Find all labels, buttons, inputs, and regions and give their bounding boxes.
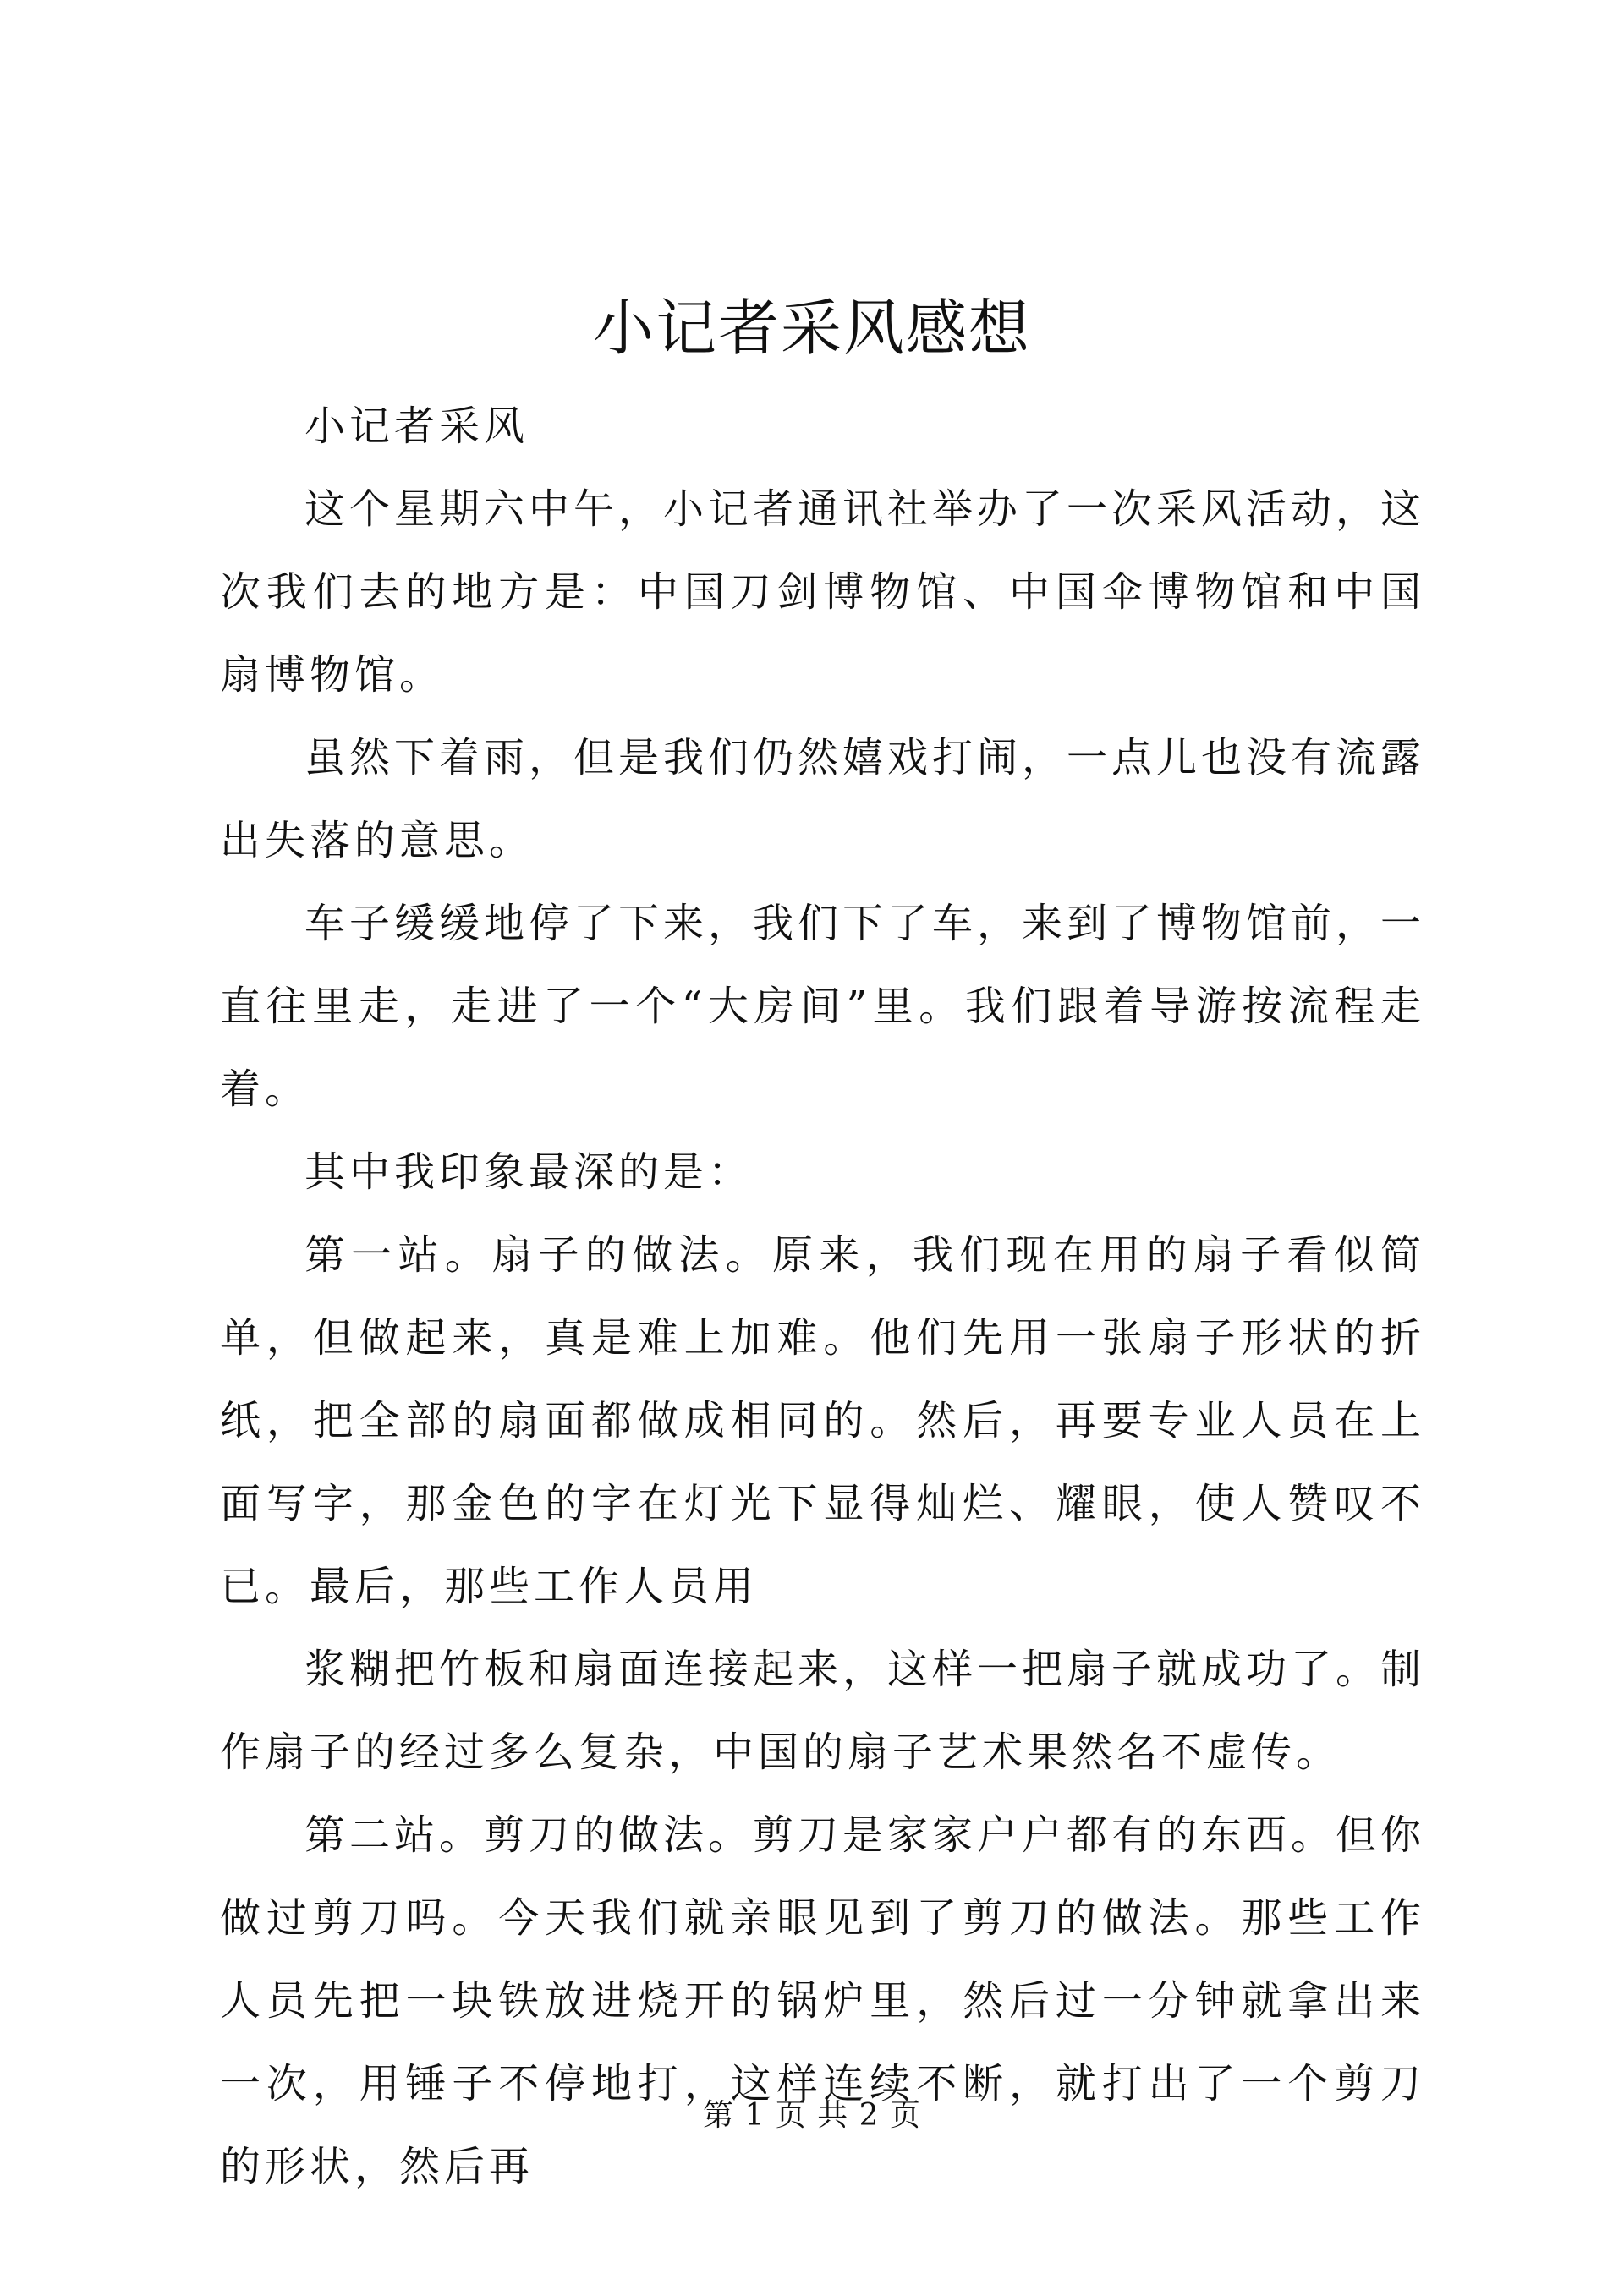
paragraph: 车子缓缓地停了下来，我们下了车，来到了博物馆前，一直往里走，走进了一个“大房间”里。我们跟着导游按流程走着。 xyxy=(220,900,1426,1113)
document-body xyxy=(220,385,1425,2208)
paragraph: 第二站。剪刀的做法。剪刀是家家户户都有的东西。但你做过剪刀吗。今天我们就亲眼见到了剪刀的做法。那些工作人员先把一块铁放进烧开的锅炉里，然后过一分钟就拿出来一次，用锤子不停地打，这样连续不断，就打出了一个剪刀的形状，然后再 xyxy=(220,1811,1426,2190)
document-title: 小记者采风感想 xyxy=(592,293,1031,364)
paragraph: 虽然下着雨，但是我们仍然嬉戏打闹，一点儿也没有流露出失落的意思。 xyxy=(220,734,1426,864)
paragraph: 浆糊把竹板和扇面连接起来，这样一把扇子就成功了。制作扇子的经过多么复杂，中国的扇子艺术果然名不虚传。 xyxy=(220,1646,1426,1776)
paragraph: 其中我印象最深的是： xyxy=(304,1148,754,1196)
paragraph: 小记者采风 xyxy=(304,403,529,450)
paragraph: 这个星期六中午，小记者通讯社举办了一次采风活动，这次我们去的地方是：中国刀剑博物馆、中国伞博物馆和中国扇博物馆。 xyxy=(220,485,1426,699)
paragraph: 第一站。扇子的做法。原来，我们现在用的扇子看似简单，但做起来，真是难上加难。他们先用一张扇子形状的折纸，把全部的扇面都做成相同的。然后，再要专业人员在上面写字，那金色的字在灯光下显得灿烂、耀眼，使人赞叹不已。最后，那些工作人员用 xyxy=(220,1231,1425,1610)
page-number-footer: 第 1 页 共 2 页 xyxy=(702,2098,922,2133)
